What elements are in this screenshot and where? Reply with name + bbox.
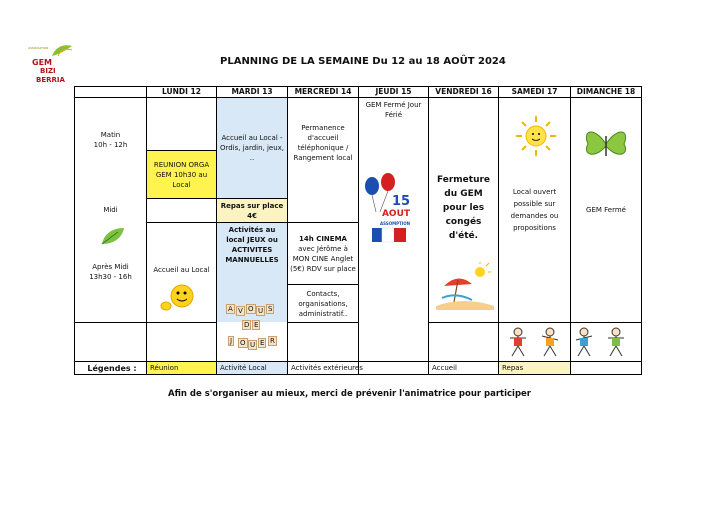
vendredi-fermeture: Fermeture du GEM pour les congés d'été. [436,175,491,241]
beach-icon [436,262,494,310]
footer-note: Afin de s'organiser au mieux, merci de prévenir l'animatrice pour participer [168,389,532,399]
day-header-lundi: LUNDI 12 [162,87,201,96]
mercredi-contacts: Contacts, organisations, administratif.. [298,289,348,318]
page-title: PLANNING DE LA SEMAINE Du 12 au 18 AOÛT 2024 [220,56,506,67]
mercredi-cinema-text: avec Jérôme à MON CINE Anglet (5€) RDV sur place [290,244,356,273]
day-header-mardi: MARDI 13 [231,87,273,96]
mercredi-matin: Permanence d'accueil téléphonique / Rangement local [293,124,353,162]
dimanche-ferme: GEM Fermé [586,206,626,214]
sun-icon [514,114,558,158]
time-apres-midi: Après Midi 13h30 - 16h [89,263,132,281]
lundi-apres-midi: Accueil au Local [153,266,210,274]
kids-icon [504,326,634,360]
logo-line2: GEM [32,58,52,67]
jeudi-badge-month: AOUT [381,209,411,219]
mercredi-cinema-time: 14h CINEMA [299,234,347,243]
jeudi-ferme: GEM Fermé Jour Férié [365,101,422,119]
legend-repas: Repas [499,362,570,374]
logo-leaf-icon [50,44,74,58]
jeudi-badge-num: 15 [391,194,411,209]
day-header-vendredi: VENDREDI 16 [435,87,492,96]
a-vous-de-jouer-letters: A V O U S D E J O U E R [228,305,275,349]
leaf-icon [100,226,126,246]
day-header-mercredi: MERCREDI 14 [294,87,352,96]
logo-line4: BERRIA [36,76,65,84]
time-matin: Matin 10h - 12h [93,131,128,149]
butterfly-icon [582,124,630,164]
lundi-reunion: REUNION ORGA GEM 10h30 au Local [147,151,216,198]
mardi-matin: Accueil au Local - Ordis, jardin, jeux, .. [217,98,287,198]
day-header-samedi: SAMEDI 17 [511,87,558,96]
smiley-icon [158,282,200,314]
day-header-dimanche: DIMANCHE 18 [576,87,636,96]
logo-line3: BIZI [40,67,56,75]
logo-line1: ASSOCIATION [28,46,49,50]
time-midi: Midi [103,206,118,214]
legend-activite-local: Activité Local [217,362,287,374]
legend-activites-exterieures: Activités extérieures [291,364,363,372]
legend-label: Légendes : [87,363,137,373]
legend-accueil: Accueil [432,364,457,372]
jeudi-badge-sub: ASSOMPTION [380,221,410,226]
mardi-midi-repas: Repas sur place 4€ [217,199,287,222]
day-header-jeudi: JEUDI 15 [375,87,412,96]
logo [28,44,78,90]
legend-reunion: Réunion [147,362,216,374]
mercredi-cinema [288,223,358,284]
mardi-apres-midi: Activités au local JEUX ou ACTIVITES MANNUELLES [217,223,287,322]
samedi-local-ouvert: Local ouvert possible sur demandes ou propositions [510,188,559,232]
